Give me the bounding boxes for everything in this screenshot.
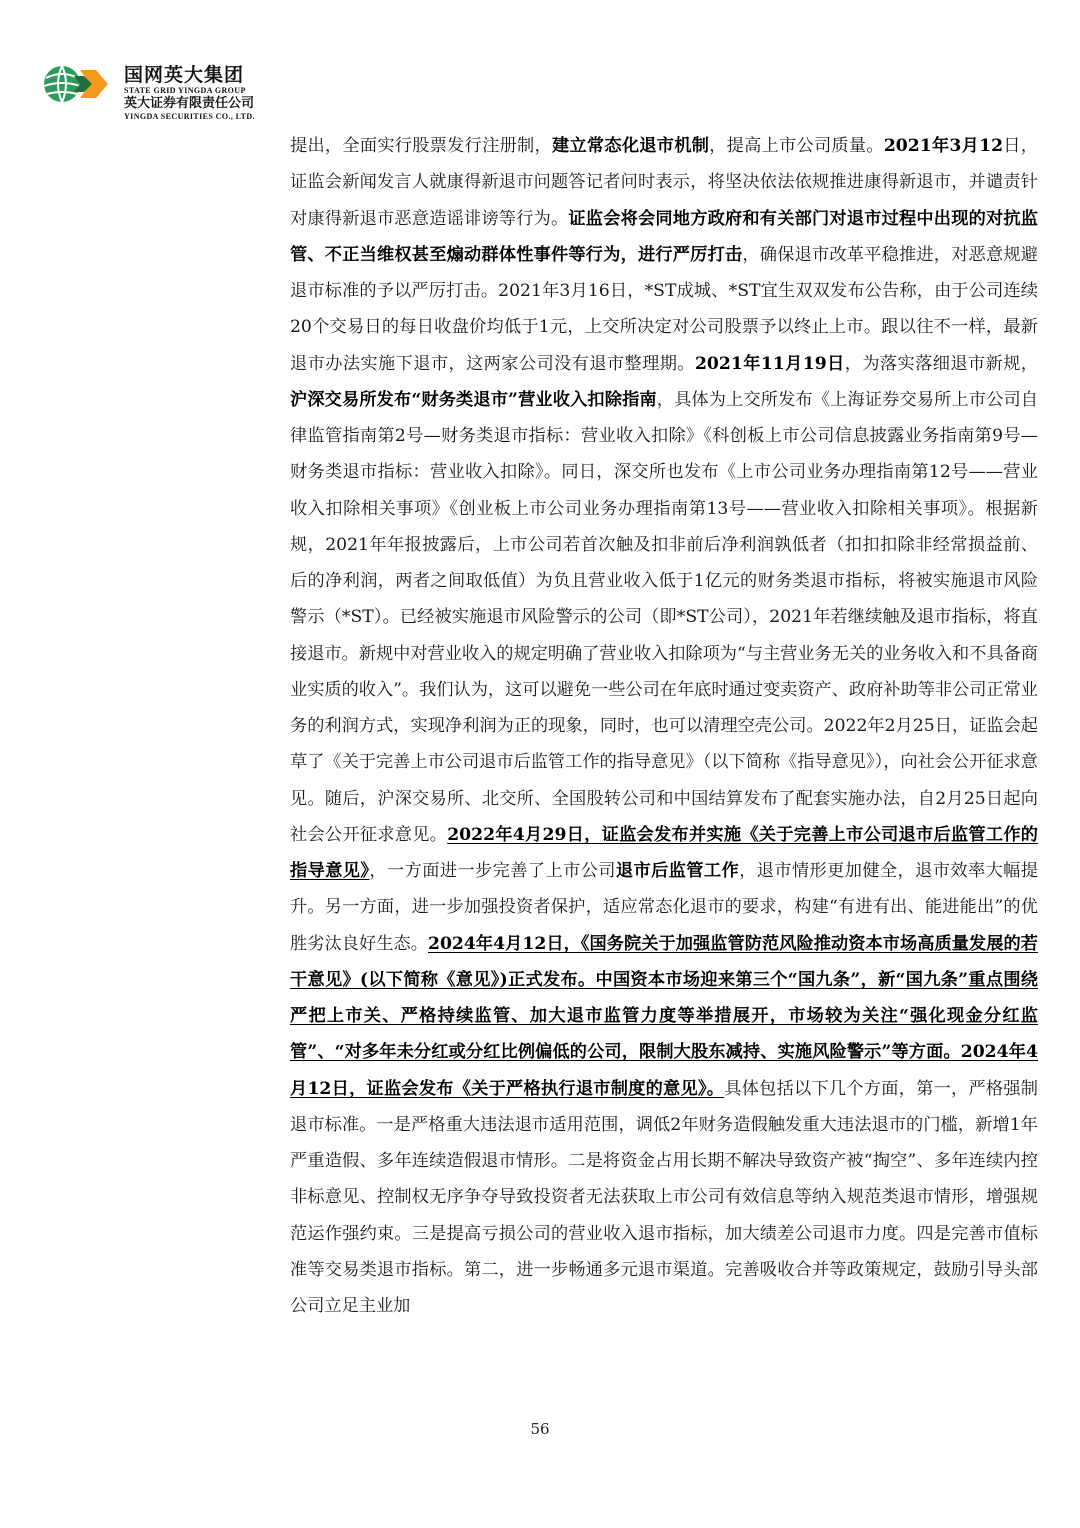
text-run: ，具体为上交所发布《上海证券交易所上市公司自律监管指南第2号—财务类退市指标：营业收入扣除》《科创板上市公司信息披露业务指南第9号—财务类退市指标：营业收入扣除》。同日，深交所也发布《上市公司业务办理指南第12号——营业收入扣除相关事项》《创业板上市公司业务办理指南第13号——营业收入扣除相关事项》。根据新规，2021年年报披露后，上市公司若首次触及扣非前后净利润孰低者（扣扣扣除非经常损益前、后的净利润，两者之间取低值）为负且营业收入低于1亿元的财务类退市指标，将被实施退市风险警示（*ST）。已经被实施退市风险警示的公司（即*ST公司），2021年若继续触及退市指标，将直接退市。新规中对营业收入的规定明确了营业收入扣除项为“与主营业务无关的业务收入和不具备商业实质的收入”。我们认为，这可以避免一些公司在年底时通过变卖资产、政府补助等非公司正常业务的利润方式，实现净利润为正的现象，同时，也可以清理空壳公司。2022年2月25日，证监会起草了《关于完善上市公司退市后监管工作的指导意见》（以下简称《指导意见》），向社会公开征求意见。随后，沪深交易所、北交所、全国股转公司和中国结算发布了配套实施办法，自2月25日起向社会公开征求意见。 [290,389,1038,845]
bold-run: 建立常态化退市机制 [551,136,710,156]
text-run: ，为落实落细退市新规， [844,353,1038,374]
page-number: 56 [530,1420,550,1438]
body-paragraph [290,128,1038,1324]
bold-underlined-run: 2024年4月12日，《国务院关于加强监管防范风险推动资本市场高质量发展的若干意见》(以下简称《意见》)正式发布。中国资本市场迎来第三个“国九条”，新“国九条”重点围绕严把上市关、严格持续监管、加大退市监管力度等举措展开，市场较为关注“强化现金分红监管”、“对多年未分红或分红比例偏低的公司，限制大股东减持、实施风险警示”等方面。2024年4月12日，证监会发布《关于严格执行退市制度的意见》。 [290,933,1038,1099]
text-run: ，退市情形更加健全，退市效率大幅提升。另一方面，进一步加强投资者保护，适应常态化退市的要求，构建“有进有出、能进能出”的优胜劣汰良好生态。 [290,861,1038,954]
group-name-cn: 国网英大集团 [124,64,245,86]
company-name-cn: 英大证券有限责任公司 [124,96,255,111]
text-run: 提出，全面实行股票发行注册制， [290,136,552,156]
bold-underlined-run: 2022年4月29日，证监会发布并实施《关于完善上市公司退市后监管工作的指导意见》 [290,824,1038,881]
bold-run: 2021年11月19日 [694,353,845,374]
bold-run: 证监会将会同地方政府和有关部门对退市过程中出现的对抗监管、不正当维权甚至煽动群体性事件等行为，进行严厉打击 [290,208,1038,265]
text-run: 具体包括以下几个方面，第一，严格强制退市标准。一是严格重大违法退市适用范围，调低2年财务造假触发重大违法退市的门槛，新增1年严重造假、多年连续造假退市情形。二是将资金占用长期不解决导致资产被“掏空”、多年连续内控非标意见、控制权无序争夺导致投资者无法获取上市公司有效信息等纳入规范类退市情形，增强规范运作强约束。三是提高亏损公司的营业收入退市指标，加大绩差公司退市力度。四是完善市值标准等交易类退市指标。第二，进一步畅通多元退市渠道。完善吸收合并等政策规定，鼓励引导头部公司立足主业加 [290,1078,1038,1316]
report-header [40,60,360,130]
group-name-en: STATE GRID YINGDA GROUP [124,86,246,95]
text-run: ，提高上市公司质量。 [709,136,884,156]
bold-run: 退市后监管工作 [615,861,740,881]
state-grid-logo-icon [40,60,112,108]
bold-run: 2021年3月12 [883,136,1004,156]
text-run: ，一方面进一步完善了上市公司 [369,861,616,881]
text-run: 日，证监会新闻发言人就康得新退市问题答记者问时表示，将坚决依法依规推进康得新退市，并谴责针对康得新退市恶意造谣诽谤等行为。 [290,136,1038,229]
company-name-en: YINGDA SECURITIES CO., LTD. [124,112,255,121]
text-run: ，确保退市改革平稳推进，对恶意规避退市标准的予以严厉打击。2021年3月16日，*ST成城、*ST宜生双双发布公告称，由于公司连续20个交易日的每日收盘价均低于1元，上交所决定对公司股票予以终止上市。跟以往不一样，最新退市办法实施下退市，这两家公司没有退市整理期。 [290,244,1038,374]
bold-run: 沪深交易所发布“财务类退市”营业收入扣除指南 [290,389,657,410]
